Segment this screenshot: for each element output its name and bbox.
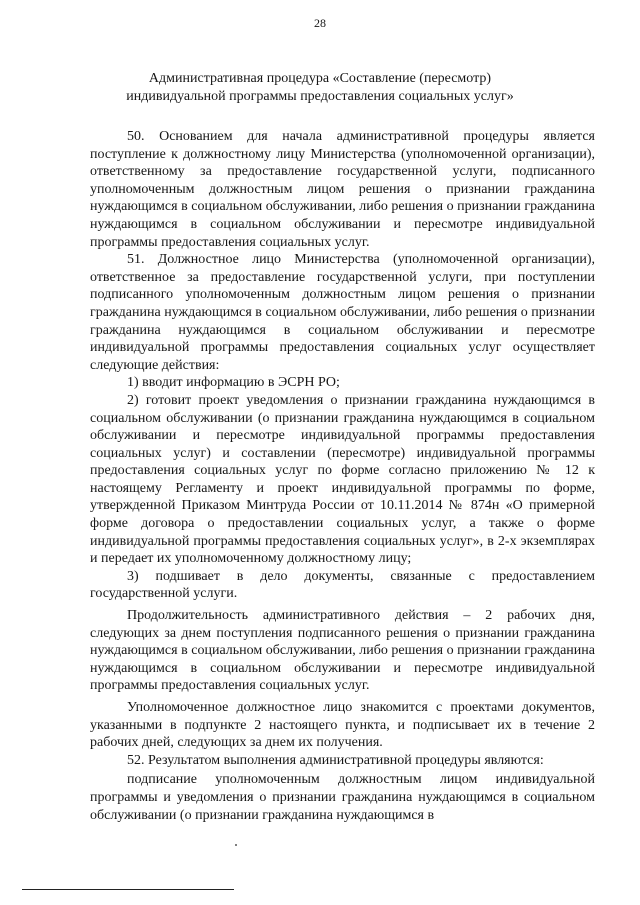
paragraph-51: 51. Должностное лицо Министерства (уполномоченной организации), ответственное за предоставление государственной услуги, при поступлении подписанного уполномоченным должностным лицом решения о признании гражданина нуждающимся в социальном обслуживании, либо решения о признании гражданина нуждающимся в социальном обслуживании и пересмотре индивидуальной программы предоставления социальных услуг осуществляет следующие действия:	[90, 252, 595, 373]
list-item-3: 3) подшивает в дело документы, связанные с предоставлением государственной услуги.	[90, 568, 595, 602]
section-title-line-1: Административная процедура «Составление (пересмотр)	[148, 71, 492, 86]
paragraph-duration: Продолжительность административного действия – 2 рабочих дня, следующих за днем поступления подписанного решения о признании гражданина нуждающимся в социальном обслуживании, либо решения о признании гражданина нуждающимся в социальном обслуживании и пересмотре индивидуальной программы предоставления социальных услуг.	[90, 608, 595, 694]
section-title-line-2: индивидуальной программы предоставления социальных услуг»	[126, 89, 514, 104]
paragraph-50: 50. Основанием для начала административной процедуры является поступление к должностному лицу Министерства (уполномоченной организации), ответственному за предоставление государственной услуги, подписанного уполномоченным должностным лицом решения о признании гражданина нуждающимся в социальном обслуживании, либо решения о признании гражданина нуждающимся в социальном обслуживании и пересмотре индивидуальной программы предоставления социальных услуг.	[90, 129, 595, 250]
paragraph-official-review: Уполномоченное должностное лицо знакомится с проектами документов, указанными в подпункте 2 настоящего пункта, и подписывает их в течение 2 рабочих дней, следующих за днем их получения.	[90, 700, 595, 751]
page-number: 28	[314, 16, 326, 30]
list-item-1: 1) вводит информацию в ЭСРН РО;	[127, 375, 340, 391]
footnote-divider	[22, 889, 234, 890]
section-title	[90, 70, 550, 106]
scan-speck	[235, 844, 237, 846]
document-body	[90, 128, 595, 824]
paragraph-result: подписание уполномоченным должностным лицом индивидуальной программы и уведомления о признании гражданина нуждающимся в социальном обслуживании (о признании гражданина нуждающимся в	[90, 772, 595, 823]
list-item-2: 2) готовит проект уведомления о признании гражданина нуждающимся в социальном обслуживании (о признании гражданина нуждающимся в социальном обслуживании и пересмотре индивидуальной программы предоставления социальных услуг) и составлении (пересмотре) индивидуальной программы предоставления социальных услуг по форме согласно приложению № 12 к настоящему Регламенту и проект индивидуальной программы по форме, утвержденной Приказом Минтруда России от 10.11.2014 № 874н «О примерной форме договора о предоставлении социальных услуг, а также о форме индивидуальной программы предоставления социальных услуг», в 2-х экземплярах и передает их уполномоченному должностному лицу;	[90, 392, 595, 567]
paragraph-52: 52. Результатом выполнения административной процедуры являются:	[127, 752, 544, 768]
